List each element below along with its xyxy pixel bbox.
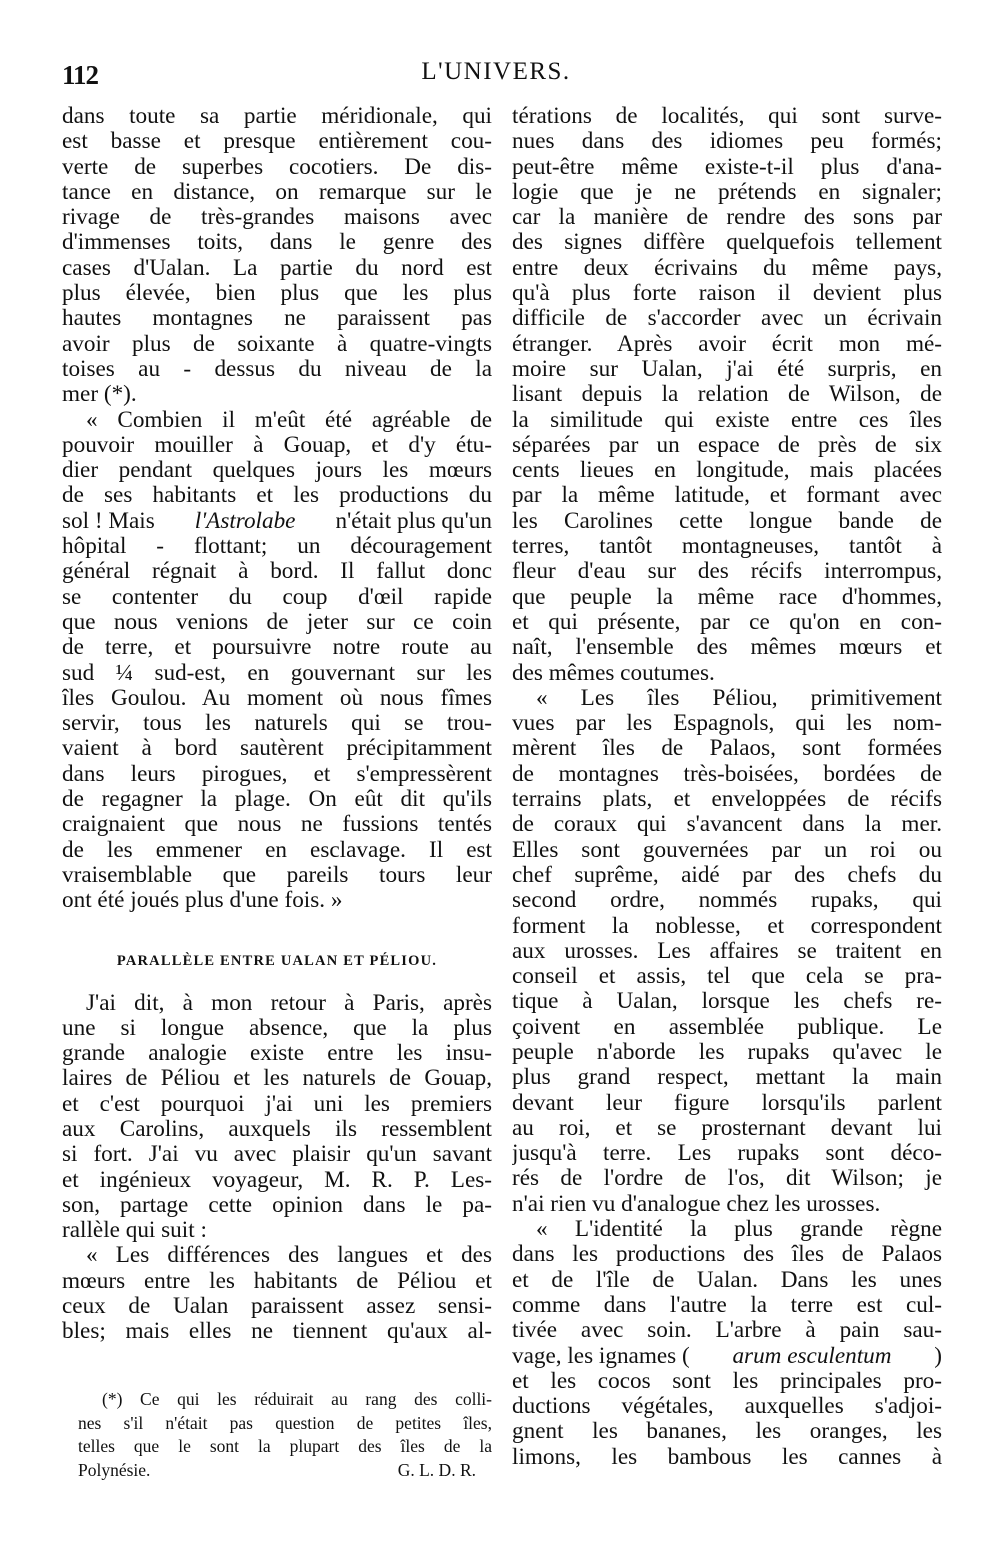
paragraph (512, 686, 942, 1217)
text-line: vues par les Espagnols, qui les nom- (512, 711, 942, 737)
text-line: J'ai dit, à mon retour à Paris, après (86, 990, 492, 1016)
text-line: tivée avec soin. L'arbre à pain sau- (512, 1318, 942, 1344)
right-column (512, 104, 942, 1470)
text-line: des signes diffère quelquefois tellement (512, 230, 942, 256)
text-line: terres, tantôt montagneuses, tantôt à (512, 534, 942, 560)
text-line: second ordre, nommés rupaks, qui (512, 888, 942, 914)
text-line: séparées par un espace de près de six (512, 432, 942, 458)
text-line: mer (*). (62, 381, 137, 408)
text-line: et c'est pourquoi j'ai uni les premiers (62, 1091, 492, 1117)
text-line: Elles sont gouvernées par un roi ou (512, 837, 942, 863)
paragraph (62, 104, 492, 408)
text-line: laires de Péliou et les naturels de Gouap, (62, 1066, 492, 1092)
text-line: comme dans l'autre la terre est cul- (512, 1292, 942, 1318)
text-line: n'ai rien vu d'analogue chez les urosses. (512, 1190, 881, 1217)
text-line: « Combien il m'eût été agréable de (86, 407, 492, 433)
text-line: hôpital - flottant; un découragement (62, 534, 492, 560)
text-line: au roi, et se prosternant devant lui (512, 1115, 942, 1141)
text-line: étranger. Après avoir écrit mon mé- (512, 331, 942, 357)
text-line: craignaient que nous ne fussions tentés (62, 812, 492, 838)
text-fragment: n'était plus qu'un (335, 507, 492, 534)
text-line: une si longue absence, que la plus (62, 1015, 492, 1041)
text-line: tance en distance, on remarque sur le (62, 179, 492, 205)
text-line: limons, les bambous les cannes à (512, 1444, 942, 1470)
footnote-line: (*) Ce qui les réduirait au rang des colli- (102, 1389, 492, 1409)
text-line: et qui présente, par ce qu'on en con- (512, 609, 942, 635)
paragraph (62, 991, 492, 1244)
paragraph (512, 104, 942, 686)
text-line: devant leur figure lorsqu'ils parlent (512, 1090, 942, 1116)
text-line: peuple n'aborde les rupaks qu'avec le (512, 1039, 942, 1065)
text-line: naît, l'ensemble des mêmes mœurs et (512, 635, 942, 661)
text-line: difficile de s'accorder avec un écrivain (512, 306, 942, 332)
text-line: îles Goulou. Au moment où nous fîmes (62, 685, 492, 711)
text-line: servir, tous les naturels qui se trou- (62, 711, 492, 737)
text-line: dier pendant quelques jours les mœurs (62, 458, 492, 484)
text-line: « L'identité la plus grande règne (536, 1217, 942, 1243)
text-line: lisant depuis la relation de Wilson, de (512, 382, 942, 408)
ship-name: l'Astrolabe (194, 507, 296, 534)
text-fragment: sol ! Mais (62, 507, 155, 534)
text-line: est basse et presque entièrement cou- (62, 129, 492, 155)
text-line: et de l'île de Ualan. Dans les unes (512, 1267, 942, 1293)
text-line: grande analogie existe entre les insu- (62, 1041, 492, 1067)
text-line: aux urosses. Les affaires se traitent en (512, 938, 942, 964)
text-line: moire sur Ualan, j'ai été surpris, en (512, 356, 942, 382)
text-line: jusqu'à terre. Les rupaks sont déco- (512, 1141, 942, 1167)
text-line: se contenter du coup d'œil rapide (62, 584, 492, 610)
latin-term: arum esculentum (732, 1342, 892, 1369)
text-line: la similitude qui existe entre ces îles (512, 407, 942, 433)
text-line: dans toute sa partie méridionale, qui (62, 104, 492, 129)
text-line: sud ¼ sud-est, en gouvernant sur les (62, 660, 492, 686)
text-line: logie que je ne prétends en signaler; (512, 179, 942, 205)
text-line: ont été joués plus d'une fois. » (62, 887, 343, 914)
text-line: par la même latitude, et formant avec (512, 483, 942, 509)
footnote-line (78, 1459, 492, 1483)
text-line: cases d'Ualan. La partie du nord est (62, 255, 492, 281)
text-line: que nous venions de jeter sur ce coin (62, 609, 492, 635)
text-line: dans les productions des îles de Palaos (512, 1242, 942, 1268)
text-line: de regagner la plage. On eût dit qu'ils (62, 787, 492, 813)
text-line: fleur d'eau sur des récifs interrompus, (512, 559, 942, 585)
text-line: conseil et assis, tel que cela se pra- (512, 964, 942, 990)
text-line: mèrent îles de Palaos, sont formées (512, 736, 942, 762)
left-column (62, 104, 492, 1345)
footnote-signature: G. L. D. R. (397, 1459, 476, 1480)
text-line: ductions végétales, auxquelles s'adjoi- (512, 1394, 942, 1420)
text-fragment: ) (934, 1342, 942, 1369)
text-line: verte de superbes cocotiers. De dis- (62, 154, 492, 180)
text-line: tique à Ualan, lorsque les chefs re- (512, 989, 942, 1015)
text-line: chef suprême, aidé par des chefs du (512, 862, 942, 888)
text-line: toises au - dessus du niveau de la (62, 356, 492, 382)
footnote (78, 1388, 492, 1482)
footnote-text: Polynésie. (78, 1459, 151, 1480)
text-line (512, 1344, 942, 1369)
text-line: que peuple la même race d'hommes, (512, 584, 942, 610)
text-line: vraisemblable que pareils tours leur (62, 862, 492, 888)
text-line: général régnait à bord. Il fallut donc (62, 559, 492, 585)
text-line: avoir plus de soixante à quatre-vingts (62, 331, 492, 357)
footnote-line: nes s'il n'était pas question de petites îles, (78, 1412, 492, 1433)
text-line: aux Carolins, auxquels ils ressemblent (62, 1116, 492, 1142)
text-line: « Les différences des langues et des (86, 1243, 492, 1269)
text-line: si fort. J'ai vu avec plaisir qu'un savant (62, 1142, 492, 1168)
text-line: rivage de très-grandes maisons avec (62, 205, 492, 231)
text-line: terrains plats, et enveloppées de récifs (512, 787, 942, 813)
text-line: d'immenses toits, dans le genre des (62, 230, 492, 256)
page-header (62, 58, 930, 98)
page-number: 112 (62, 60, 99, 90)
text-line: des mêmes coutumes. (512, 659, 715, 686)
text-line: rallèle qui suit : (62, 1217, 207, 1244)
text-line: rés de l'ordre de l'os, dit Wilson; je (512, 1166, 942, 1192)
text-line: « Les îles Péliou, primitivement (536, 685, 942, 711)
footnote-line: telles que le sont la plupart des îles de la (78, 1436, 492, 1456)
text-line (62, 509, 492, 534)
text-line: dans leurs pirogues, et s'empressèrent (62, 761, 492, 787)
text-line: et les cocos sont les principales pro- (512, 1368, 942, 1394)
paragraph (62, 1243, 492, 1344)
text-line: vaient à bord sautèrent précipitamment (62, 736, 492, 762)
text-line: de montagnes très-boisées, bordées de (512, 761, 942, 787)
text-line: gnent les bananes, les oranges, les (512, 1419, 942, 1445)
text-line: plus grand respect, mettant la main (512, 1065, 942, 1091)
text-line: peut-être même existe-t-il plus d'ana- (512, 154, 942, 180)
text-line: de les emmener en esclavage. Il est (62, 837, 492, 863)
text-line: ceux de Ualan paraissent assez sensi- (62, 1294, 492, 1320)
text-line: plus élevée, bien plus que les plus (62, 281, 492, 307)
text-line: car la manière de rendre des sons par (512, 205, 942, 231)
text-line: de ses habitants et les productions du (62, 483, 492, 509)
running-title: L'UNIVERS. (421, 58, 571, 85)
text-line: entre deux écrivains du même pays, (512, 255, 942, 281)
text-fragment: vage, les ignames ( (512, 1342, 690, 1369)
text-line: nues dans des idiomes peu formés; (512, 129, 942, 155)
text-line: de terre, et poursuivre notre route au (62, 635, 492, 661)
text-line: çoivent en assemblée publique. Le (512, 1014, 942, 1040)
section-heading: PARALLÈLE ENTRE UALAN ET PÉLIOU. (116, 952, 438, 969)
paragraph (512, 1217, 942, 1470)
text-line: bles; mais elles ne tiennent qu'aux al- (62, 1319, 492, 1345)
text-line: térations de localités, qui sont surve- (512, 104, 942, 129)
text-line: mœurs entre les habitants de Péliou et (62, 1268, 492, 1294)
text-line: cents lieues en longitude, mais placées (512, 458, 942, 484)
text-line: forment la noblesse, et correspondent (512, 913, 942, 939)
paragraph (62, 408, 492, 914)
text-line: les Carolines cette longue bande de (512, 508, 942, 534)
text-line: de coraux qui s'avancent dans la mer. (512, 812, 942, 838)
text-line: hautes montagnes ne paraissent pas (62, 306, 492, 332)
text-line: pouvoir mouiller à Gouap, et d'y étu- (62, 432, 492, 458)
text-line: et ingénieux voyageur, M. R. P. Les- (62, 1167, 492, 1193)
text-line: qu'à plus forte raison il devient plus (512, 281, 942, 307)
text-line: son, partage cette opinion dans le pa- (62, 1192, 492, 1218)
